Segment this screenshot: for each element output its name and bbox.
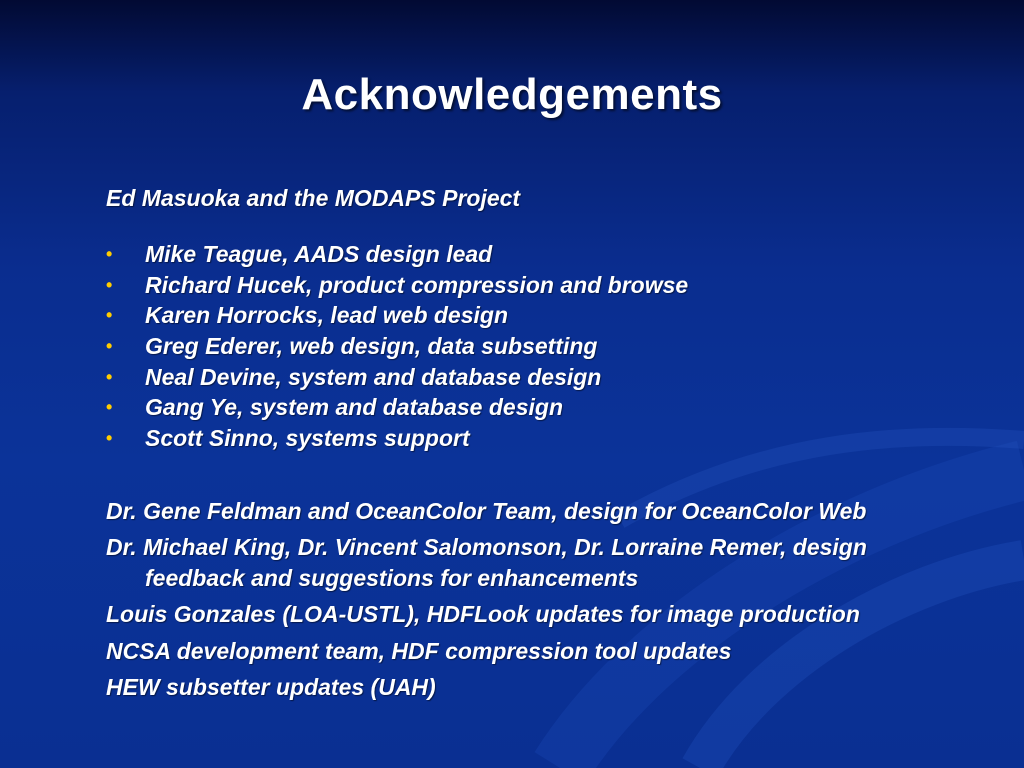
bullet-icon: • [106, 428, 113, 449]
bullet-item [106, 362, 926, 393]
bullet-text: Neal Devine, system and database design [145, 363, 602, 390]
intro-line: Ed Masuoka and the MODAPS Project [106, 185, 521, 211]
bullet-item [106, 239, 926, 270]
bullet-item [106, 392, 926, 423]
bullet-item [106, 331, 926, 362]
bullet-icon: • [106, 366, 113, 387]
bullet-item [106, 423, 926, 454]
slide-title: Acknowledgements [301, 70, 723, 119]
slide-content [106, 183, 926, 709]
bullet-icon: • [106, 397, 113, 418]
bullet-item [106, 270, 926, 301]
bullet-icon: • [106, 336, 113, 357]
acknowledgement-paragraph: Dr. Gene Feldman and OceanColor Team, design for OceanColor Web [106, 497, 867, 524]
bullet-text: Scott Sinno, systems support [145, 425, 470, 452]
acknowledgement-paragraph: NCSA development team, HDF compression tool updates [106, 637, 732, 664]
bullet-text: Mike Teague, AADS design lead [145, 241, 493, 267]
bullet-icon: • [106, 274, 113, 295]
acknowledgement-paragraph: HEW subsetter updates (UAH) [106, 674, 436, 701]
bullet-icon: • [106, 244, 113, 264]
bullet-list [106, 239, 926, 454]
bullet-text: Richard Hucek, product compression and browse [145, 271, 689, 298]
bullet-icon: • [106, 305, 113, 326]
bullet-text: Gang Ye, system and database design [145, 394, 563, 421]
bullet-text: Karen Horrocks, lead web design [145, 302, 509, 329]
acknowledgement-paragraphs [106, 496, 926, 703]
acknowledgement-paragraph: Dr. Michael King, Dr. Vincent Salomonson, Dr. Lorraine Remer, design feedback and suggestions for enhancements [106, 534, 867, 591]
acknowledgement-paragraph: Louis Gonzales (LOA-USTL), HDFLook updates for image production [106, 601, 860, 628]
bullet-text: Greg Ederer, web design, data subsetting [145, 333, 598, 360]
bullet-item [106, 300, 926, 331]
